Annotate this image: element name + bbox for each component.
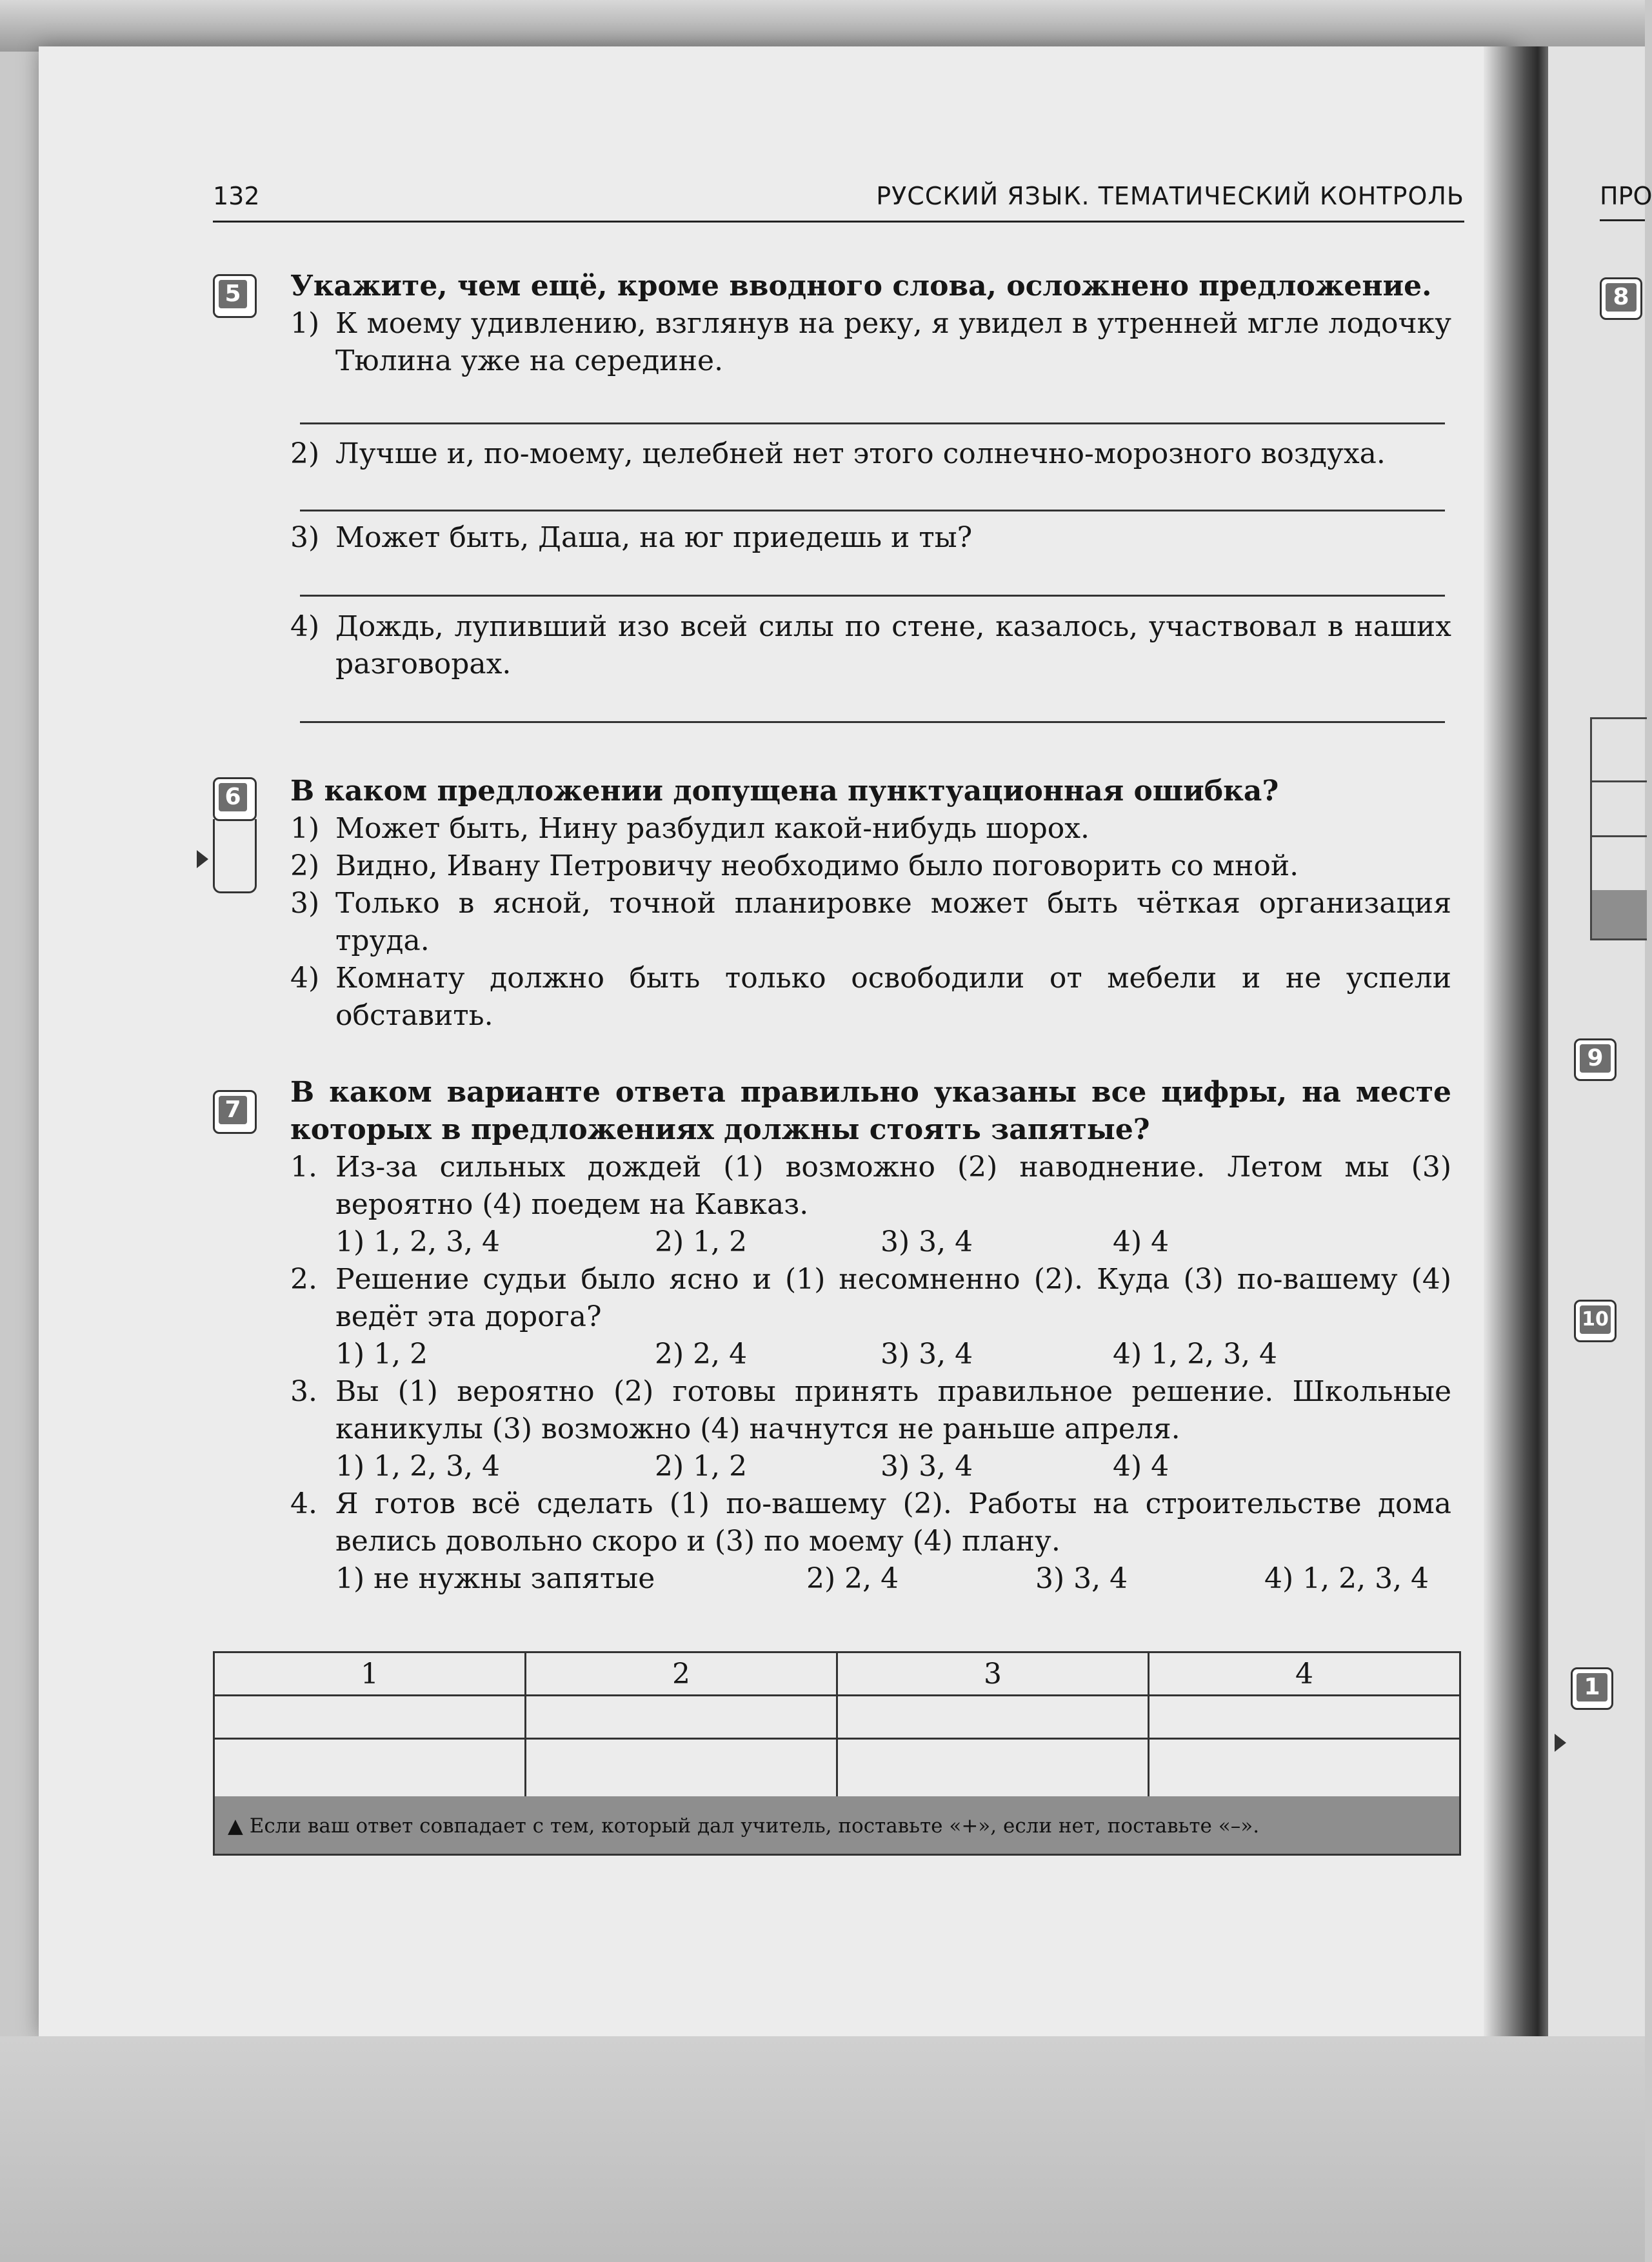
check-cell[interactable] bbox=[526, 1739, 837, 1799]
task-6-item-4: 4) Комнату должно быть только освободили от мебели и не успели обставить. bbox=[290, 962, 1451, 1032]
right-task-badge: 9 bbox=[1574, 1038, 1617, 1081]
page-title: РУССКИЙ ЯЗЫК. ТЕМАТИЧЕСКИЙ КОНТРОЛЬ bbox=[876, 182, 1464, 210]
answer-cell[interactable] bbox=[1149, 1696, 1460, 1739]
answer-line[interactable] bbox=[300, 422, 1445, 424]
task-badge-5: 5 bbox=[213, 274, 257, 318]
table-header-cell: 3 bbox=[837, 1652, 1149, 1696]
task-7-question: В каком варианте ответа правильно указаны все цифры, на месте которых в предложениях должны стоять запятые? bbox=[290, 1076, 1451, 1146]
scan-background-bottom bbox=[0, 2036, 1645, 2262]
answer-cell[interactable] bbox=[214, 1696, 526, 1739]
task-6-item-3: 3) Только в ясной, точной планировке может быть чёткая организация труда. bbox=[290, 887, 1451, 957]
task-7-item-1-options: 1) 1, 2, 3, 4 2) 1, 2 3) 3, 4 4) 4 bbox=[335, 1225, 1169, 1258]
task-7-item-4: 4. Я готов всё сделать (1) по-вашему (2). Работы на строительстве дома велись довольно скоро и (3) по моему (4) плану. bbox=[290, 1487, 1451, 1558]
table-header-row bbox=[214, 1652, 1460, 1696]
scan-background-top bbox=[0, 0, 1645, 52]
check-cell[interactable] bbox=[214, 1739, 526, 1799]
task-6-bracket bbox=[213, 819, 257, 893]
task-7-item-2-options: 1) 1, 2 2) 2, 4 3) 3, 4 4) 1, 2, 3, 4 bbox=[335, 1338, 1278, 1371]
task-5-item-2: 2) Лучше и, по-моему, целебней нет этого солнечно-морозного воздуха. bbox=[290, 437, 1386, 470]
task-5 bbox=[290, 268, 1451, 380]
answer-line[interactable] bbox=[300, 721, 1445, 723]
grading-note: ▲ Если ваш ответ совпадает с тем, который дал учитель, поставьте «+», если нет, поставьте «–». bbox=[213, 1796, 1461, 1856]
table-row bbox=[214, 1739, 1460, 1799]
task-7 bbox=[290, 1074, 1451, 1598]
task-6-item-1: 1) Может быть, Нину разбудил какой-нибудь шорох. bbox=[290, 812, 1090, 845]
table-header-cell: 2 bbox=[526, 1652, 837, 1696]
task-5-item-3: 3) Может быть, Даша, на юг приедешь и ты? bbox=[290, 521, 973, 554]
task-7-item-3: 3. Вы (1) вероятно (2) готовы принять правильное решение. Школьные каникулы (3) возможно (4) начнутся не раньше апреля. bbox=[290, 1375, 1451, 1445]
task-5-question: Укажите, чем ещё, кроме вводного слова, осложнено предложение. bbox=[290, 270, 1432, 303]
answer-line[interactable] bbox=[300, 510, 1445, 511]
next-page-header-fragment: ПРО bbox=[1600, 182, 1652, 210]
answer-table bbox=[213, 1651, 1461, 1800]
task-badge-7: 7 bbox=[213, 1090, 257, 1134]
answer-cell[interactable] bbox=[837, 1696, 1149, 1739]
page-number: 132 bbox=[213, 182, 260, 210]
right-task-badge: 8 bbox=[1600, 277, 1642, 320]
task-6-question: В каком предложении допущена пунктуационная ошибка? bbox=[290, 775, 1279, 808]
table-row bbox=[214, 1696, 1460, 1739]
task-6-item-2: 2) Видно, Ивану Петровичу необходимо было поговорить со мной. bbox=[290, 849, 1299, 882]
table-header-cell: 4 bbox=[1149, 1652, 1460, 1696]
task-7-item-4-options: 1) не нужны запятые 2) 2, 4 3) 3, 4 4) 1, 2, 3, 4 bbox=[335, 1562, 1429, 1595]
task-7-item-2: 2. Решение судьи было ясно и (1) несомненно (2). Куда (3) по-вашему (4) ведёт эта дорога? bbox=[290, 1263, 1451, 1333]
right-page-table-fragment bbox=[1590, 717, 1647, 940]
page-header bbox=[213, 175, 1464, 223]
right-task-badge: 1 bbox=[1571, 1667, 1613, 1710]
task-5-item-1: 1) К моему удивлению, взглянув на реку, я увидел в утренней мгле лодочку Тюлина уже на середине. bbox=[290, 307, 1451, 377]
task-7-item-3-options: 1) 1, 2, 3, 4 2) 1, 2 3) 3, 4 4) 4 bbox=[335, 1450, 1169, 1483]
marker-arrow-icon bbox=[197, 850, 208, 868]
answer-line[interactable] bbox=[300, 595, 1445, 597]
right-task-badge: 10 bbox=[1574, 1300, 1617, 1342]
table-header-cell: 1 bbox=[214, 1652, 526, 1696]
task-6 bbox=[290, 773, 1451, 1035]
next-page-header-rule bbox=[1600, 219, 1645, 221]
check-cell[interactable] bbox=[1149, 1739, 1460, 1799]
answer-cell[interactable] bbox=[526, 1696, 837, 1739]
task-badge-6: 6 bbox=[213, 777, 257, 821]
marker-arrow-icon bbox=[1555, 1734, 1566, 1752]
task-7-item-1: 1. Из-за сильных дождей (1) возможно (2) наводнение. Летом мы (3) вероятно (4) поедем на Кавказ. bbox=[290, 1151, 1451, 1221]
check-cell[interactable] bbox=[837, 1739, 1149, 1799]
task-5-item-4: 4) Дождь, лупивший изо всей силы по стене, казалось, участвовал в наших разговорах. bbox=[290, 610, 1451, 680]
